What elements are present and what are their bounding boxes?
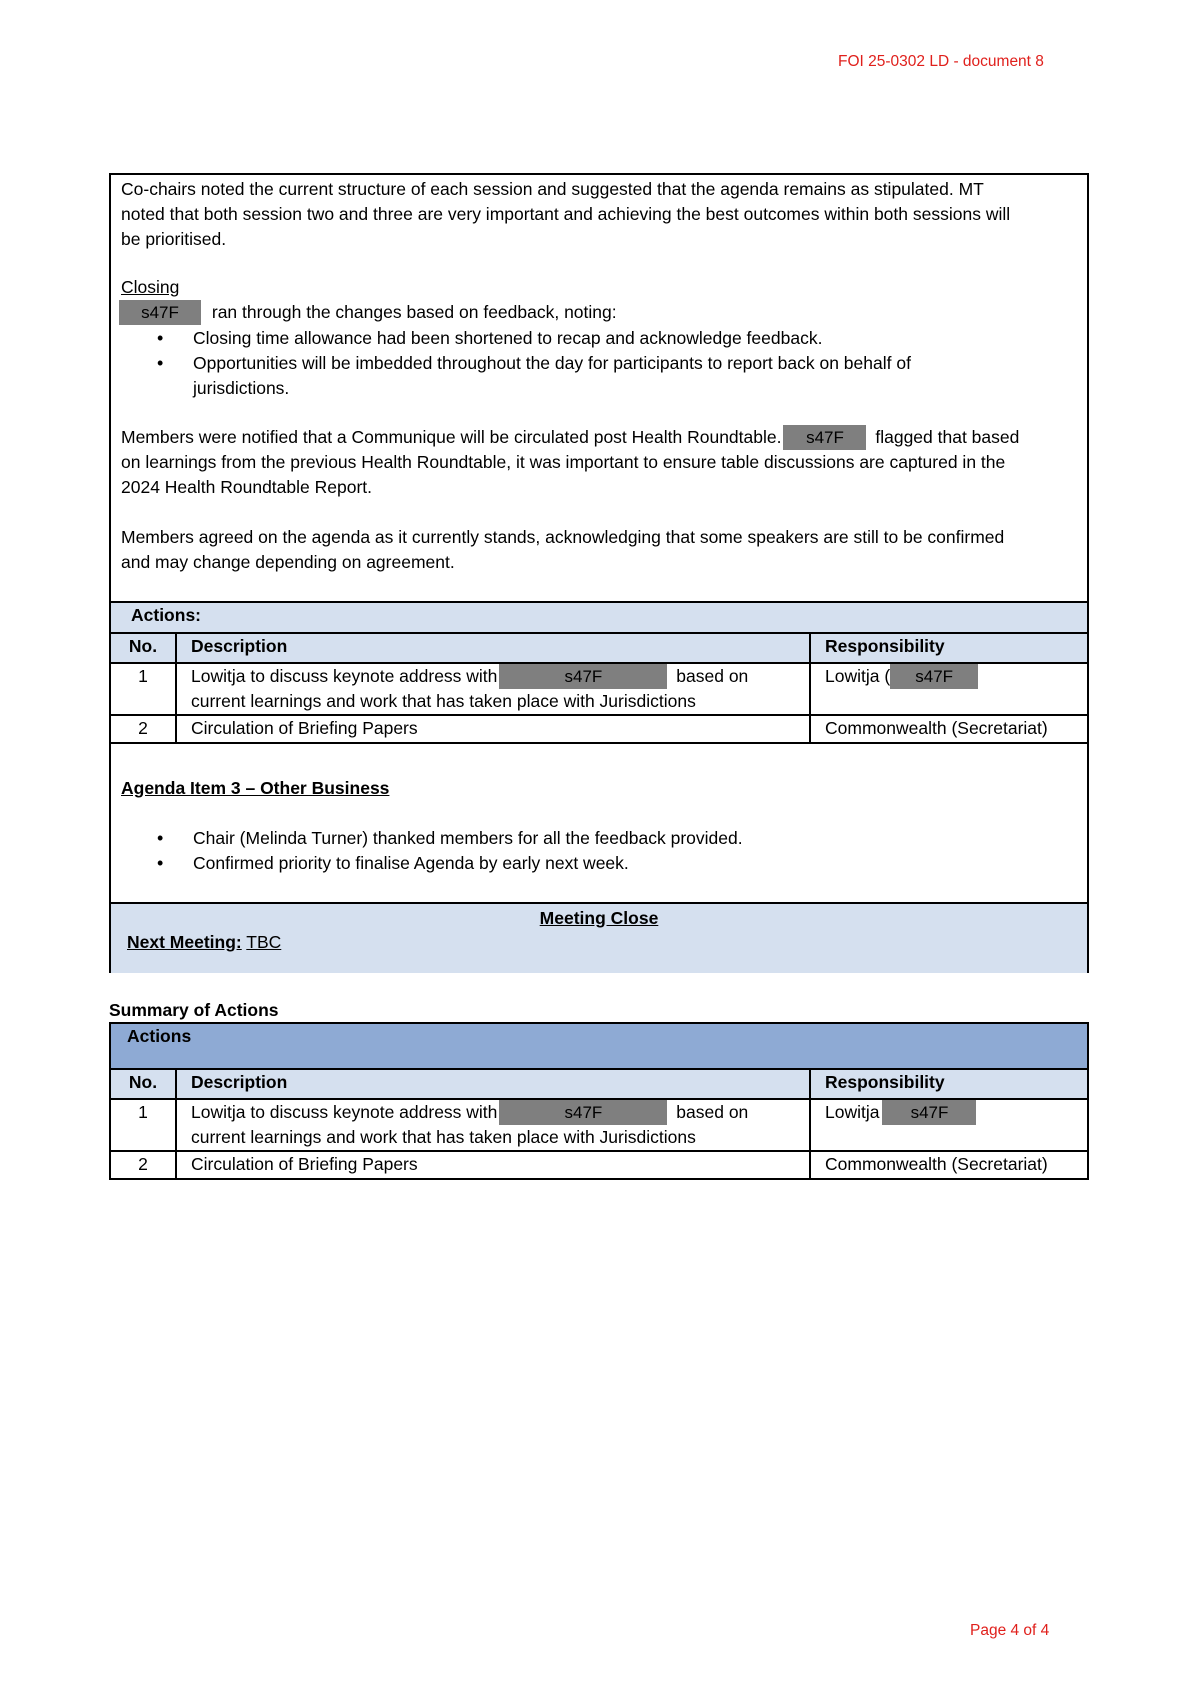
- row-number: 2: [110, 1151, 176, 1179]
- description-text: based on: [676, 1102, 749, 1122]
- next-meeting: [127, 930, 281, 955]
- redaction-box: s47F: [882, 1100, 976, 1125]
- column-header-description: Description: [176, 633, 810, 663]
- redaction-box: s47F: [890, 664, 978, 689]
- table-header-row: [110, 633, 1088, 663]
- summary-table-wrapper: [109, 1022, 1089, 1180]
- communique-line-3: 2024 Health Roundtable Report.: [121, 477, 373, 497]
- description-text: current learnings and work that has taken place with Jurisdictions: [191, 1127, 696, 1147]
- communique-line-2: on learnings from the previous Health Roundtable, it was important to ensure table discussions are captured in the: [121, 452, 1006, 472]
- row-responsibility: Commonwealth (Secretariat): [810, 715, 1088, 743]
- table-header-row: [110, 1069, 1088, 1099]
- other-business-heading: Agenda Item 3 – Other Business: [121, 778, 390, 798]
- column-header-description: Description: [176, 1069, 810, 1099]
- redaction-box: s47F: [499, 664, 667, 689]
- row-description: [176, 663, 810, 715]
- closing-heading: Closing: [121, 277, 180, 297]
- row-responsibility: Commonwealth (Secretariat): [810, 1151, 1088, 1179]
- closing-bullets: [111, 326, 1087, 401]
- communique-text: Members were notified that a Communique will be circulated post Health Roundtable.: [121, 427, 782, 447]
- closing-section: [121, 275, 1077, 325]
- agreed-line-1: Members agreed on the agenda as it currently stands, acknowledging that some speakers are still to be confirmed: [121, 527, 1005, 547]
- actions-title: Actions:: [110, 602, 1088, 633]
- summary-actions-table: [109, 1022, 1089, 1180]
- table-row: [110, 663, 1088, 715]
- bullet-item: • Chair (Melinda Turner) thanked members for all the feedback provided.: [111, 826, 1087, 851]
- communique-line-1: [121, 425, 1077, 450]
- communique-paragraph: [121, 425, 1077, 500]
- bullet-item: • Confirmed priority to finalise Agenda by early next week.: [111, 851, 1087, 876]
- communique-text: flagged that based: [875, 427, 1020, 447]
- responsibility-text: Lowitja: [825, 1102, 880, 1122]
- intro-line-2: noted that both session two and three are very important and achieving the best outcomes within both sessions will: [121, 204, 1011, 224]
- minutes-box: [109, 173, 1089, 973]
- intro-line-1: Co-chairs noted the current structure of each session and suggested that the agenda remains as stipulated. MT: [121, 179, 984, 199]
- summary-actions-title: Actions: [110, 1023, 1088, 1069]
- table-row: [110, 715, 1088, 743]
- row-number: 1: [110, 1099, 176, 1151]
- row-responsibility: [810, 663, 1088, 715]
- row-description: Circulation of Briefing Papers: [176, 715, 810, 743]
- description-text: based on: [676, 666, 749, 686]
- row-responsibility: [810, 1099, 1088, 1151]
- intro-line-3: be prioritised.: [121, 229, 227, 249]
- bullet-item: • Closing time allowance had been shortened to recap and acknowledge feedback.: [111, 326, 1087, 351]
- next-meeting-value: TBC: [246, 932, 282, 952]
- other-business-bullets: [111, 826, 1087, 876]
- meeting-close-title: Meeting Close: [539, 908, 659, 928]
- redaction-box: s47F: [783, 425, 866, 450]
- redaction-box: s47F: [119, 300, 201, 325]
- column-header-no: No.: [110, 1069, 176, 1099]
- next-meeting-label: Next Meeting:: [127, 932, 242, 952]
- row-number: 2: [110, 715, 176, 743]
- closing-lead-text: ran through the changes based on feedback, noting:: [211, 302, 617, 322]
- column-header-no: No.: [110, 633, 176, 663]
- closing-lead: [121, 300, 1077, 325]
- agreed-paragraph: [121, 525, 1077, 575]
- description-text: Lowitja to discuss keynote address with: [191, 1102, 498, 1122]
- bullet-item: • Opportunities will be imbedded throughout the day for participants to report back on behalf of jurisdictions.: [111, 351, 1087, 401]
- description-text: Lowitja to discuss keynote address with: [191, 666, 498, 686]
- other-business-section: [121, 776, 1077, 801]
- page-number: Page 4 of 4: [970, 1622, 1050, 1639]
- table-row: [110, 1099, 1088, 1151]
- column-header-responsibility: Responsibility: [810, 633, 1088, 663]
- row-description: [176, 1099, 810, 1151]
- table-row: [110, 1151, 1088, 1179]
- responsibility-text: Lowitja (: [825, 666, 891, 686]
- actions-table: [109, 601, 1089, 744]
- summary-title: Summary of Actions: [109, 1000, 279, 1020]
- foi-reference: FOI 25-0302 LD - document 8: [838, 53, 1044, 70]
- agreed-line-2: and may change depending on agreement.: [121, 552, 455, 572]
- redaction-box: s47F: [499, 1100, 667, 1125]
- intro-paragraph: [121, 177, 1077, 252]
- meeting-close-band: [111, 902, 1087, 973]
- column-header-responsibility: Responsibility: [810, 1069, 1088, 1099]
- description-text: current learnings and work that has taken place with Jurisdictions: [191, 691, 696, 711]
- row-number: 1: [110, 663, 176, 715]
- row-description: Circulation of Briefing Papers: [176, 1151, 810, 1179]
